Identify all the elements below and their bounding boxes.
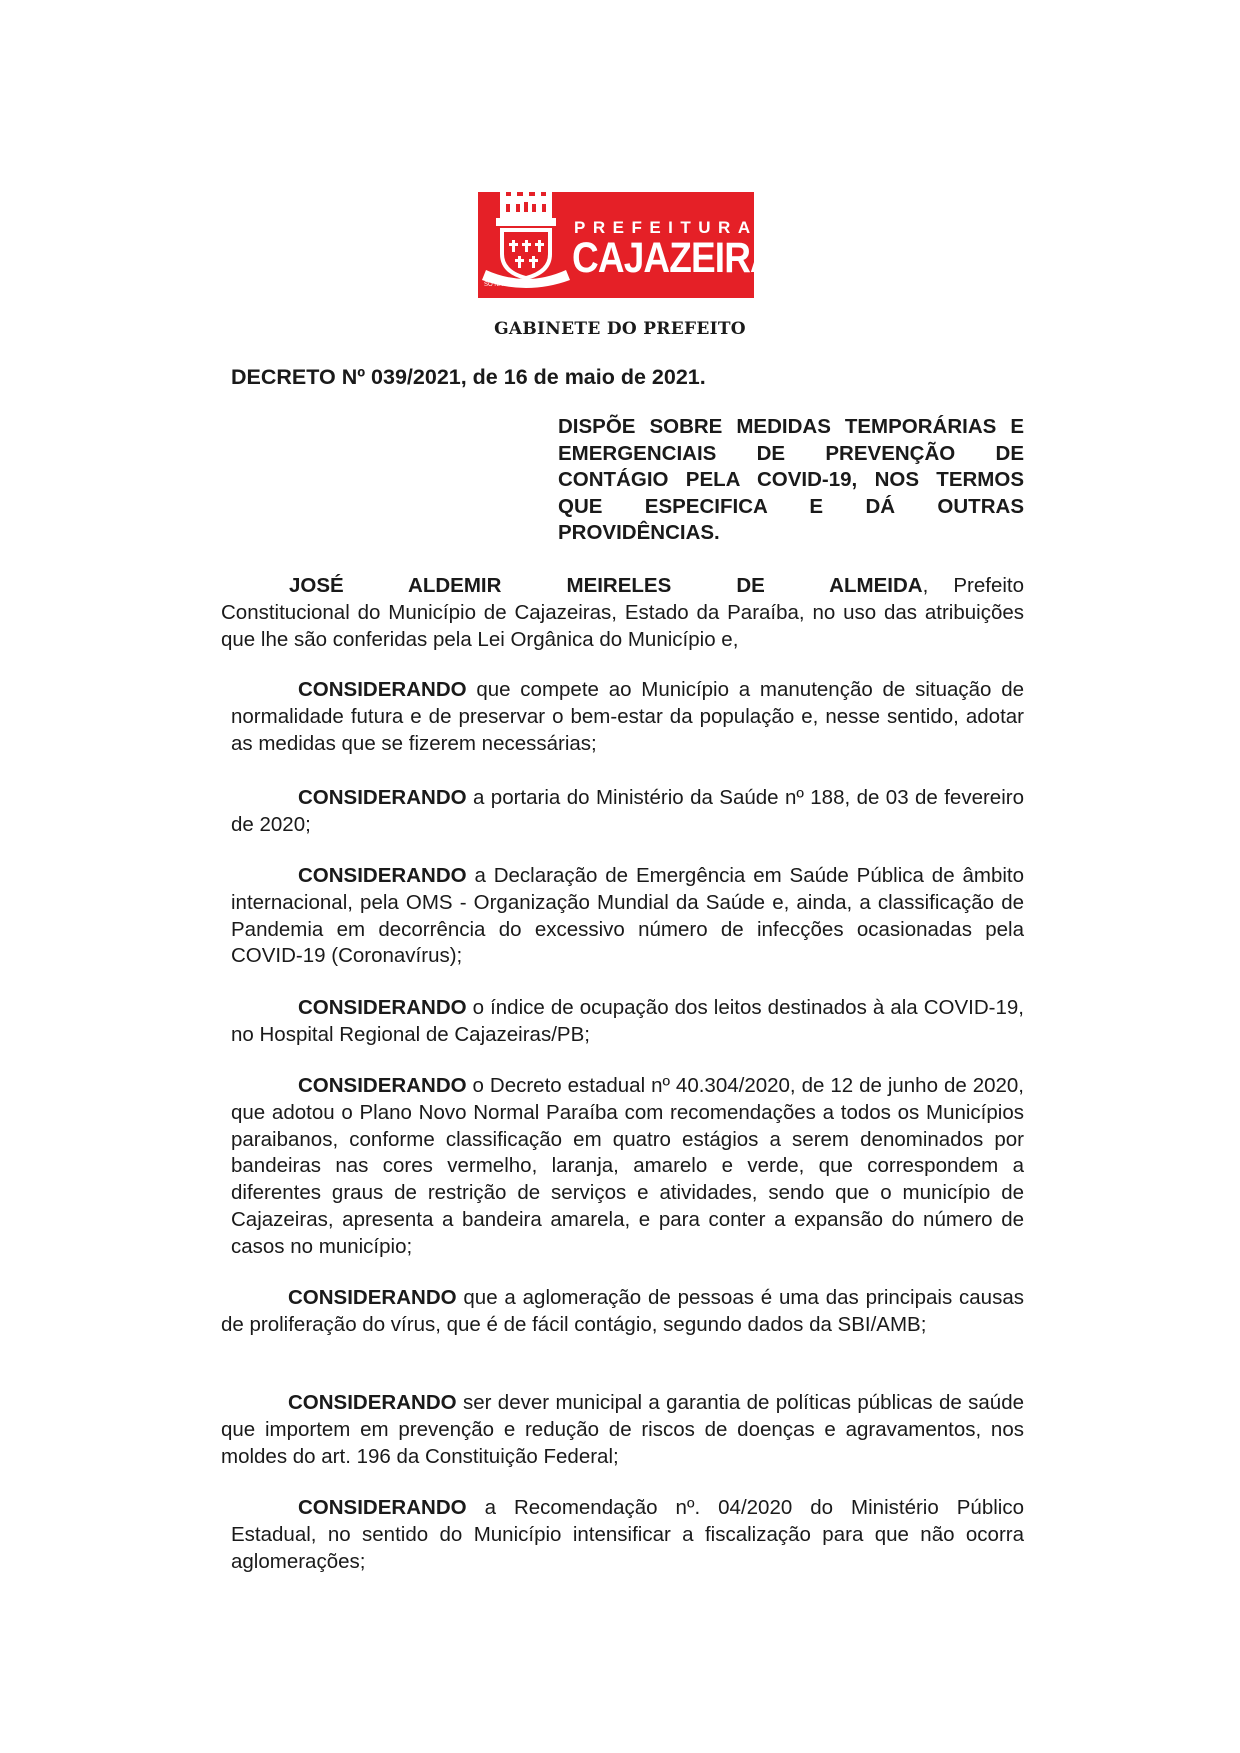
decree-ementa: DISPÕE SOBRE MEDIDAS TEMPORÁRIAS E EMERGENCIAIS DE PREVENÇÃO DE CONTÁGIO PELA COVID-19, NOS TERMOS QUE ESPECIFICA E DÁ OUTRAS PROVIDÊNCIAS. (558, 415, 1024, 544)
considerando-paragraph-2 (231, 785, 1024, 839)
considerando-lead: CONSIDERANDO (298, 786, 467, 809)
considerando-lead: CONSIDERANDO (298, 678, 467, 701)
considerando-paragraph-5 (231, 1073, 1024, 1261)
considerando-paragraph-6 (221, 1285, 1024, 1339)
considerando-lead: CONSIDERANDO (298, 1496, 467, 1519)
mayor-name: JOSÉ ALDEMIR MEIRELES DE ALMEIDA (289, 574, 923, 597)
considerando-text: o índice de ocupação dos leitos destinados à ala COVID-19, no Hospital Regional de Cajazeiras/PB; (231, 996, 1024, 1046)
considerando-lead: CONSIDERANDO (298, 996, 467, 1019)
considerando-lead: CONSIDERANDO (298, 864, 467, 887)
considerando-text: o Decreto estadual nº 40.304/2020, de 12 de junho de 2020, que adotou o Plano Novo Normal Paraíba com recomendações a todos os Municípios paraibanos, conforme classificação em quatro estágios a serem denominados por bandeiras nas cores vermelho, laranja, amarelo e verde, que correspondem a diferentes graus de restrição de serviços e atividades, sendo que o município de Cajazeiras, apresenta a bandeira amarela, e para conter a expansão do número de casos no município; (231, 1074, 1024, 1258)
considerando-paragraph-1 (231, 677, 1024, 757)
considerando-paragraph-4 (231, 995, 1024, 1049)
considerando-text: que compete ao Município a manutenção de situação de normalidade futura e de preservar o bem-estar da população e, nesse sentido, adotar as medidas que se fizerem necessárias; (231, 678, 1024, 755)
considerando-text: a Recomendação nº. 04/2020 do Ministério Público Estadual, no sentido do Município intensificar a fiscalização para que não ocorra aglomerações; (231, 1496, 1024, 1573)
logo-city-name: CAJAZEIRAS (572, 234, 800, 282)
logo-prefeitura-text: PREFEITURA DE (574, 218, 808, 237)
logo-motto: SÓ NÃO CORAJOSOS (484, 282, 547, 288)
considerando-paragraph-8 (231, 1495, 1024, 1575)
prefeitura-logo (478, 192, 808, 298)
considerando-lead: CONSIDERANDO (288, 1391, 457, 1414)
considerando-text: a portaria do Ministério da Saúde nº 188, de 03 de fevereiro de 2020; (231, 786, 1024, 836)
considerando-text: a Declaração de Emergência em Saúde Pública de âmbito internacional, pela OMS - Organização Mundial da Saúde e, ainda, a classificação de Pandemia em decorrência do excessivo número de infecções ocasionadas pela COVID-19 (Coronavírus); (231, 864, 1024, 968)
considerando-paragraph-3 (231, 863, 1024, 970)
considerando-text: que a aglomeração de pessoas é uma das principais causas de proliferação do vírus, que é de fácil contágio, segundo dados da SBI/AMB; (221, 1286, 1024, 1336)
considerando-lead: CONSIDERANDO (298, 1074, 467, 1097)
intro-text: , Prefeito Constitucional do Município de Cajazeiras, Estado da Paraíba, no uso das atribuições que lhe são conferidas pela Lei Orgânica do Município e, (221, 574, 1024, 651)
considerando-lead: CONSIDERANDO (288, 1286, 457, 1309)
intro-paragraph (221, 573, 1024, 653)
considerando-paragraph-7 (221, 1390, 1024, 1470)
considerando-text: ser dever municipal a garantia de políticas públicas de saúde que importem em prevenção e redução de riscos de doenças e agravamentos, nos moldes do art. 196 da Constituição Federal; (221, 1391, 1024, 1468)
office-heading: GABINETE DO PREFEITO (494, 319, 746, 339)
decree-title: DECRETO Nº 039/2021, de 16 de maio de 2021. (231, 365, 706, 389)
